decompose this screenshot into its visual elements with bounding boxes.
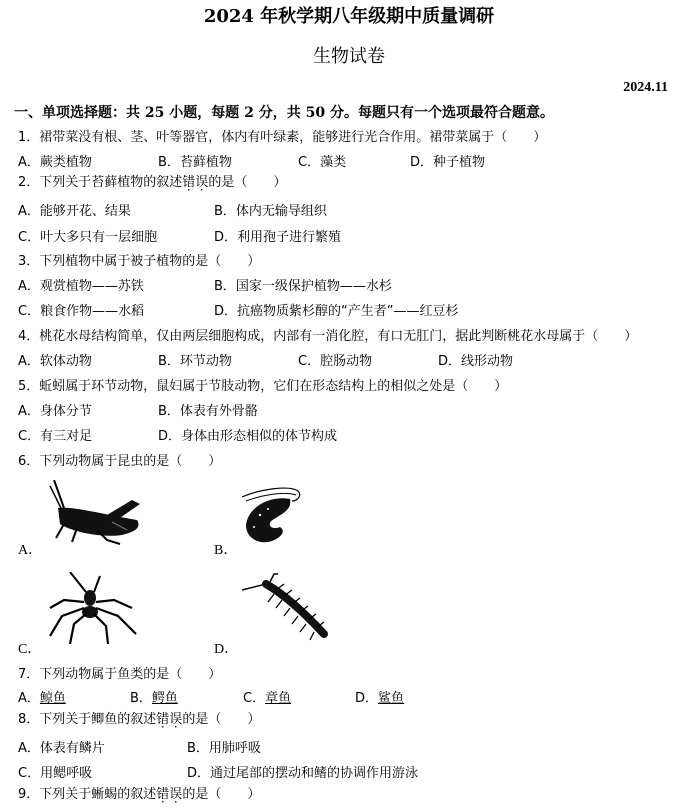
- question-4-stem: 4．桃花水母结构简单，仅由两层细胞构成，内部有一消化腔，有口无肛门，据此判断桃花水母属于（ ）: [18, 329, 638, 344]
- q7-option-a-text: 鲸鱼: [39, 691, 66, 706]
- q8-stem-post: 的是（ ）: [182, 712, 261, 727]
- q7-option-c: C．章鱼: [243, 691, 292, 706]
- q7-option-d-text: 鲨鱼: [378, 691, 405, 706]
- exam-subtitle: 生物试卷: [313, 46, 385, 67]
- q4-option-d: D．线形动物: [438, 354, 514, 369]
- q2-option-a: A．能够开花、结果: [18, 204, 131, 219]
- question-7-stem: 7．下列动物属于鱼类的是（ ）: [18, 667, 222, 682]
- question-9-stem: [18, 786, 260, 804]
- q7-option-d: D．鲨鱼: [355, 691, 405, 706]
- q2-stem-post: 的是（ ）: [208, 175, 287, 190]
- question-5-stem: 5．蚯蚓属于环节动物，鼠妇属于节肢动物，它们在形态结构上的相似之处是（ ）: [18, 379, 508, 394]
- grasshopper-image: [42, 480, 148, 548]
- q1-option-c: C．藻类: [298, 155, 347, 170]
- q5-option-c: C．有三对足: [18, 429, 93, 444]
- q3-option-d: D．抗癌物质紫杉醇的“产生者”——红豆杉: [214, 304, 459, 319]
- q1-option-a: A．蕨类植物: [18, 155, 92, 170]
- q4-option-b: B．环节动物: [158, 354, 232, 369]
- q2-option-b: B．体内无输导组织: [214, 204, 327, 219]
- q8-option-a: A．体表有鳞片: [18, 741, 105, 756]
- centipede-image: [240, 572, 336, 644]
- q9-emphasis-1: 错: [156, 787, 170, 802]
- question-6-stem: 6．下列动物属于昆虫的是（ ）: [18, 454, 222, 469]
- q3-option-c: C．粮食作物——水稻: [18, 304, 145, 319]
- grasshopper-icon: [42, 480, 148, 548]
- question-1-stem: 1．裙带菜没有根、茎、叶等器官，体内有叶绿素，能够进行光合作用。裙带菜属于（ ）: [18, 130, 547, 145]
- section-heading: 一、单项选择题：共 25 小题，每题 2 分，共 50 分。每题只有一个选项最符合题意。: [14, 105, 554, 121]
- q9-stem-post: 的是（ ）: [182, 787, 261, 802]
- question-3-stem: 3．下列植物中属于被子植物的是（ ）: [18, 254, 261, 269]
- q6-option-a-label: A．: [18, 543, 43, 558]
- q7-option-b: B．鳄鱼: [130, 691, 178, 706]
- q1-option-d: D．种子植物: [410, 155, 486, 170]
- q5-option-b: B．体表有外骨骼: [158, 404, 258, 419]
- q5-option-d: D．身体由形态相似的体节构成: [158, 429, 338, 444]
- q8-stem-pre: 8．下列关于鲫鱼的叙述: [18, 712, 157, 727]
- q8-option-d: D．通过尾部的摆动和鳍的协调作用游泳: [187, 766, 419, 781]
- exam-date: 2024.11: [623, 80, 668, 95]
- shrimp-image: [240, 485, 306, 547]
- exam-title: 2024 年秋学期八年级期中质量调研: [203, 6, 495, 27]
- centipede-icon: [240, 572, 336, 644]
- q2-emphasis-2: 误: [195, 175, 209, 190]
- q8-emphasis-2: 误: [169, 712, 183, 727]
- q2-stem-pre: 2．下列关于苔藓植物的叙述: [18, 175, 183, 190]
- q7-option-c-text: 章鱼: [265, 691, 292, 706]
- spider-image: [44, 572, 144, 644]
- q3-option-a: A．观赏植物——苏铁: [18, 279, 144, 294]
- question-8-stem: [18, 711, 260, 729]
- q9-stem-pre: 9．下列关于蜥蜴的叙述: [18, 787, 157, 802]
- q2-option-c: C．叶大多只有一层细胞: [18, 230, 158, 245]
- q1-option-b: B．苔藓植物: [158, 155, 232, 170]
- q3-option-b: B．国家一级保护植物——水杉: [214, 279, 392, 294]
- q7-option-b-text: 鳄鱼: [151, 691, 178, 706]
- q6-option-b-label: B．: [214, 543, 238, 558]
- q8-option-b: B．用肺呼吸: [187, 741, 261, 756]
- q7-option-a: A．鲸鱼: [18, 691, 66, 706]
- q8-option-c: C．用鳃呼吸: [18, 766, 93, 781]
- q5-option-a: A．身体分节: [18, 404, 92, 419]
- spider-icon: [44, 572, 144, 644]
- shrimp-icon: [240, 485, 306, 547]
- q8-emphasis-1: 错: [156, 712, 170, 727]
- q6-option-c-label: C．: [18, 642, 42, 657]
- q4-option-c: C．腔肠动物: [298, 354, 373, 369]
- q9-emphasis-2: 误: [169, 787, 183, 802]
- question-2-stem: [18, 174, 286, 192]
- q2-option-d: D．利用孢子进行繁殖: [214, 230, 342, 245]
- q4-option-a: A．软体动物: [18, 354, 92, 369]
- q2-emphasis-1: 错: [182, 175, 196, 190]
- q6-option-d-label: D．: [214, 642, 239, 657]
